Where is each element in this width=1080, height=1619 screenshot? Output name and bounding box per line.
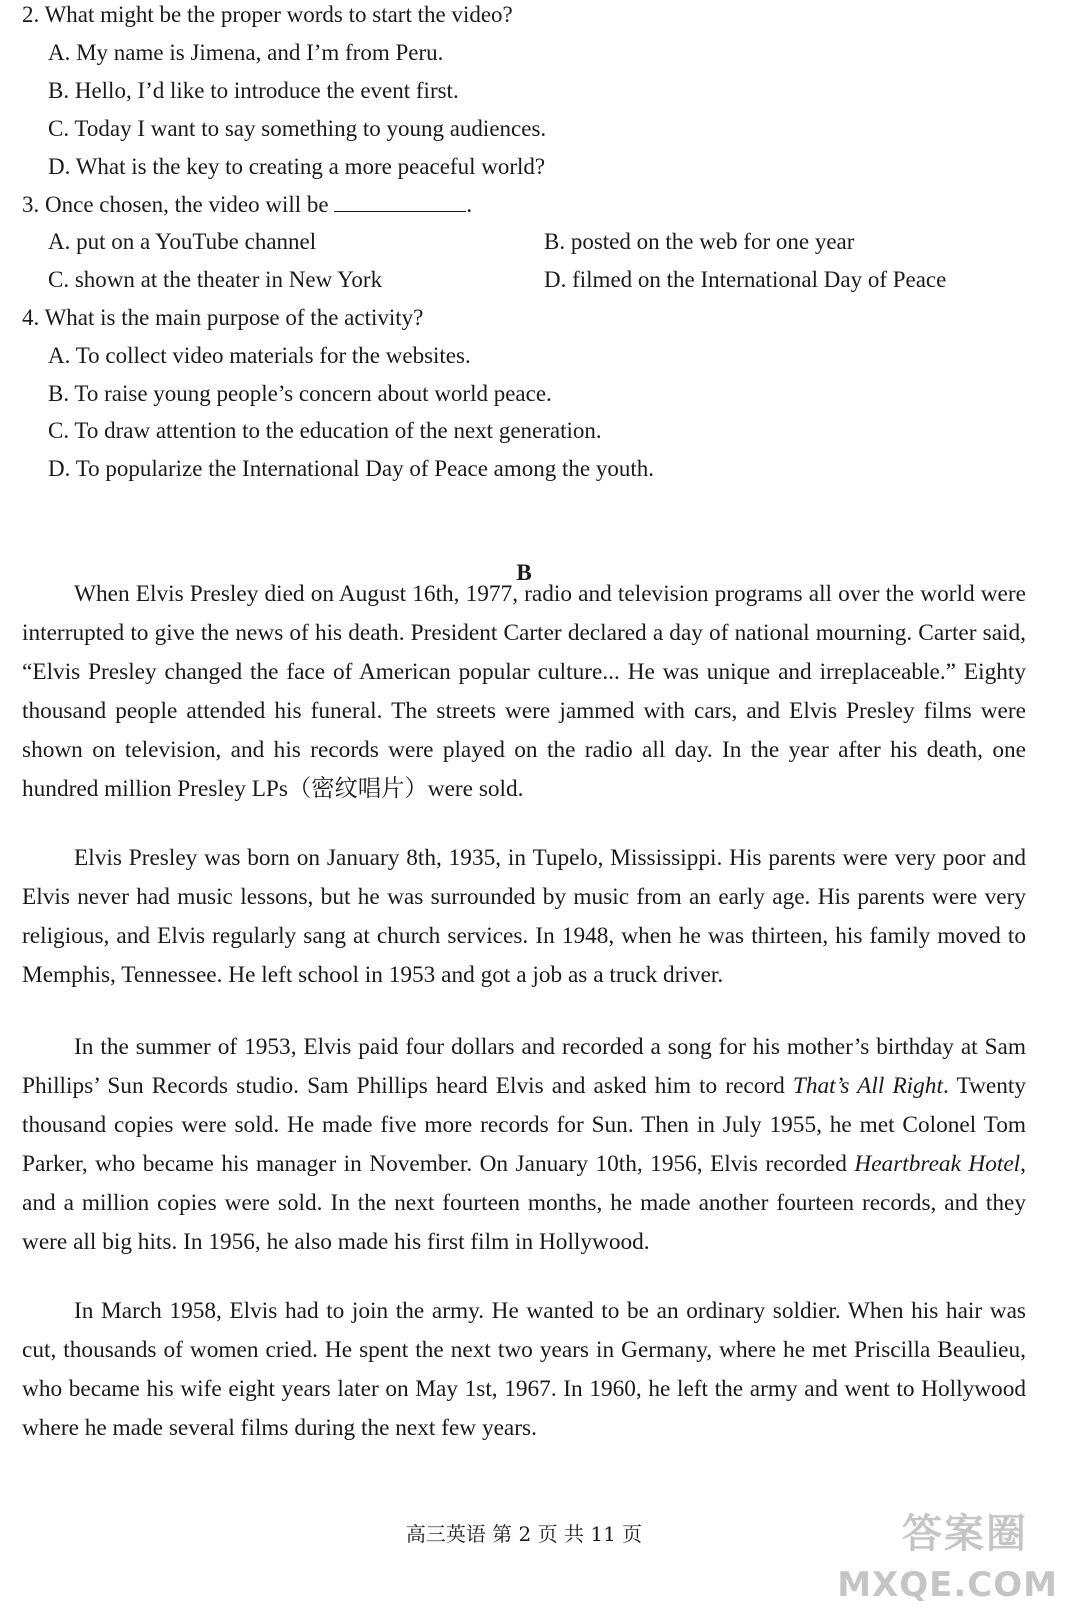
passage-3-text-2: . Twenty thousand copies were sold. He made five more records for Sun. Then in July 1955, he met Colonel Tom Parker, who became his manager in November. On January 10th, 1956, Elvis recorded xyxy=(22,1072,1026,1177)
passage-3-text-3: , and a million copies were sold. In the next fourteen months, he made another fourteen records, and they were all big hits. In 1956, he also made his first film in Hollywood. xyxy=(22,1150,1026,1255)
question-3-option-c: C. shown at the theater in New York xyxy=(48,267,383,292)
passage-paragraph-3 xyxy=(22,1028,1026,1261)
question-4-option-a: A. To collect video materials for the websites. xyxy=(48,343,471,368)
question-4-option-b: B. To raise young people’s concern about world peace. xyxy=(48,381,552,406)
question-4-option-d: D. To popularize the International Day of Peace among the youth. xyxy=(48,456,654,481)
question-3-option-b: B. posted on the web for one year xyxy=(544,229,855,254)
question-3-stem-end: . xyxy=(466,192,473,217)
question-4-option-c: C. To draw attention to the education of the next generation. xyxy=(48,418,602,443)
question-3-stem: 3. Once chosen, the video will be xyxy=(22,192,329,217)
question-3-option-d: D. filmed on the International Day of Peace xyxy=(544,267,947,292)
section-heading: B xyxy=(516,560,532,585)
watermark-site: MXQE.COM xyxy=(837,1565,1058,1605)
song-title: That’s All Right xyxy=(792,1072,943,1099)
watermark-logo: 答案圈 xyxy=(902,1511,1028,1557)
question-2-option-d: D. What is the key to creating a more peaceful world? xyxy=(48,154,546,179)
passage-paragraph-2: Elvis Presley was born on January 8th, 1935, in Tupelo, Mississippi. His parents were very poor and Elvis never had music lessons, but he was surrounded by music from an early age. His parents were very religious, and Elvis regularly sang at church services. In 1948, when he was thirteen, his family moved to Memphis, Tennessee. He left school in 1953 and got a job as a truck driver. xyxy=(22,845,1026,988)
question-2-stem: 2. What might be the proper words to start the video? xyxy=(22,2,513,27)
answer-blank xyxy=(334,191,466,212)
question-2-option-c: C. Today I want to say something to young audiences. xyxy=(48,116,547,141)
question-3-option-a: A. put on a YouTube channel xyxy=(48,229,317,254)
page-footer: 高三英语 第 2 页 共 11 页 xyxy=(405,1522,643,1546)
song-title: Heartbreak Hotel xyxy=(854,1150,1021,1177)
question-2-option-a: A. My name is Jimena, and I’m from Peru. xyxy=(48,40,444,65)
question-4-stem: 4. What is the main purpose of the activity? xyxy=(22,305,424,330)
passage-paragraph-1: When Elvis Presley died on August 16th, 1977, radio and television programs all over the world were interrupted to give the news of his death. President Carter declared a day of national mourning. Carter said, “Elvis Presley changed the face of American popular culture... He was unique and irreplaceable.” Eighty thousand people attended his funeral. The streets were jammed with cars, and Elvis Presley films were shown on television, and his records were played on the radio all day. In the year after his death, one hundred million Presley LPs（密纹唱片）were sold. xyxy=(22,581,1026,802)
question-3-stem-line xyxy=(22,191,472,218)
question-2-option-b: B. Hello, I’d like to introduce the event first. xyxy=(48,78,459,103)
passage-3-text-1: In the summer of 1953, Elvis paid four dollars and recorded a song for his mother’s birthday at Sam Phillips’ Sun Records studio. Sam Phillips heard Elvis and asked him to record xyxy=(22,1034,1026,1099)
passage-paragraph-4: In March 1958, Elvis had to join the army. He wanted to be an ordinary soldier. When his hair was cut, thousands of women cried. He spent the next two years in Germany, where he met Priscilla Beaulieu, who became his wife eight years later on May 1st, 1967. In 1960, he left the army and went to Hollywood where he made several films during the next few years. xyxy=(22,1298,1026,1441)
